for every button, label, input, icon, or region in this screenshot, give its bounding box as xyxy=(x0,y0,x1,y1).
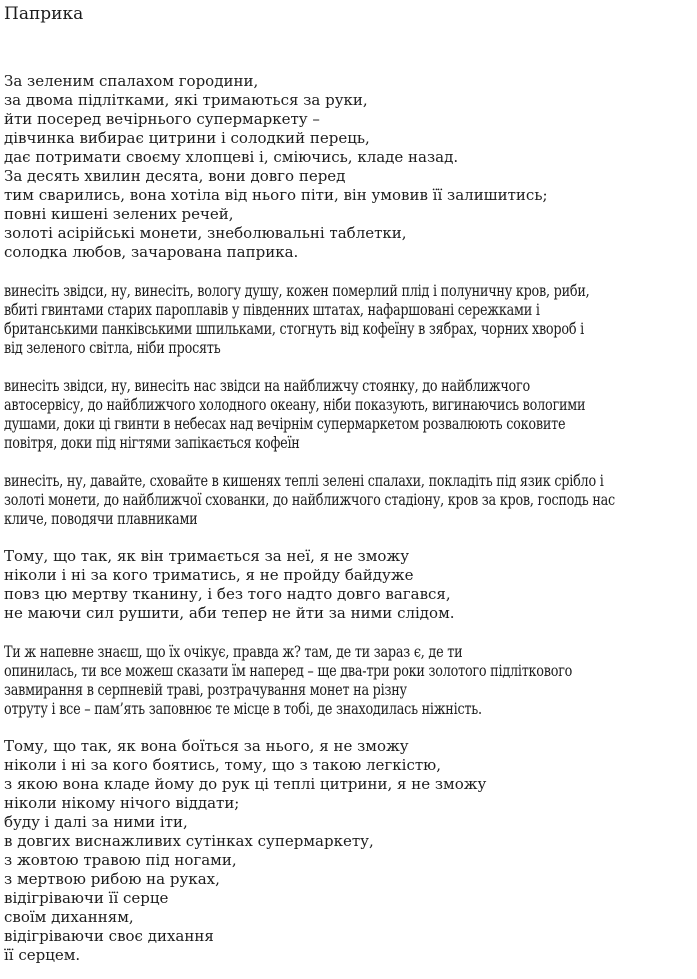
poem-line: відігріваючи її серце xyxy=(4,889,169,907)
poem-line: кличе, поводячи плавниками xyxy=(4,509,198,528)
poem-line: винесіть звідси, ну, винесіть нас звідси на найближчу стоянку, до найближчого xyxy=(4,376,530,395)
poem-line: Тому, що так, як він тримається за неї, я не зможу xyxy=(4,547,410,565)
poem-line: вбиті гвинтами старих пароплавів у південних штатах, нафаршовані сережками і xyxy=(4,300,540,319)
poem-line: опинилась, ти все можеш сказати їм наперед – ще два-три роки золотого підліткового xyxy=(4,661,573,680)
poem-line: британськими панківськими шпильками, стогнуть від кофеїну в зябрах, чорних хвороб і xyxy=(4,319,584,338)
poem-line: отруту і все – пам’ять заповнює те місце в тобі, де знаходилась ніжність. xyxy=(4,699,482,718)
poem-line: повітря, доки під нігтями запікається кофеїн xyxy=(4,433,300,452)
poem-line: своїм диханням, xyxy=(4,908,134,926)
poem-line: золоті монети, до найближчої схованки, до найближчого стадіону, кров за кров, господь нас xyxy=(4,490,615,509)
poem-line: повні кишені зелених речей, xyxy=(4,205,234,223)
poem-line: відігріваючи своє дихання xyxy=(4,927,214,945)
poem-line: завмирання в серпневій траві, розтрачування монет на різну xyxy=(4,680,407,699)
poem-line: ніколи і ні за кого боятись, тому, що з такою легкістю, xyxy=(4,756,441,774)
poem-line: винесіть, ну, давайте, сховайте в кишенях теплі зелені спалахи, покладіть під язик срібло і xyxy=(4,471,604,490)
poem-line: в довгих виснажливих сутінках супермаркету, xyxy=(4,832,374,850)
poem-line: душами, доки ці гвинти в небесах над вечірнім супермаркетом розвалюють соковите xyxy=(4,414,566,433)
poem-stanza xyxy=(4,737,697,965)
poem-stanza xyxy=(4,72,697,262)
poem-stanza xyxy=(4,547,697,623)
poem-line: винесіть звідси, ну, винесіть, вологу душу, кожен померлий плід і полуничну кров, риби, xyxy=(4,281,590,300)
poem-stanza xyxy=(4,471,615,528)
poem-line: За десять хвилин десята, вони довго перед xyxy=(4,167,346,185)
poem-stanza xyxy=(4,376,586,452)
poem-line: дає потримати своєму хлопцеві і, сміючись, кладе назад. xyxy=(4,148,459,166)
poem-line: повз цю мертву тканину, і без того надто довго вагався, xyxy=(4,585,451,603)
poem-body xyxy=(4,72,697,965)
poem-stanza xyxy=(4,642,573,718)
poem-line: з жовтою травою під ногами, xyxy=(4,851,237,869)
poem-stanza xyxy=(4,281,590,357)
poem-line: не маючи сил рушити, аби тепер не йти за ними слідом. xyxy=(4,604,455,622)
poem-line: Ти ж напевне знаєш, що їх очікує, правда ж? там, де ти зараз є, де ти xyxy=(4,642,463,661)
poem-line: за двома підлітками, які тримаються за руки, xyxy=(4,91,368,109)
poem-line: її серцем. xyxy=(4,946,81,964)
poem-line: з мертвою рибою на руках, xyxy=(4,870,220,888)
poem-line: дівчинка вибирає цитрини і солодкий перець, xyxy=(4,129,370,147)
poem-line: золоті асірійські монети, знеболювальні таблетки, xyxy=(4,224,407,242)
poem-line: тим сварились, вона хотіла від нього піти, він умовив її залишитись; xyxy=(4,186,548,204)
poem-line: від зеленого світла, ніби просять xyxy=(4,338,221,357)
poem-line: автосервісу, до найближчого холодного океану, ніби показують, вигинаючись вологими xyxy=(4,395,586,414)
poem-title: Паприка xyxy=(4,4,84,24)
poem-line: За зеленим спалахом городини, xyxy=(4,72,259,90)
poem-line: Тому, що так, як вона боїться за нього, я не зможу xyxy=(4,737,409,755)
poem-line: ніколи і ні за кого триматись, я не пройду байдуже xyxy=(4,566,414,584)
poem-line: солодка любов, зачарована паприка. xyxy=(4,243,299,261)
poem-line: з якою вона кладе йому до рук ці теплі цитрини, я не зможу xyxy=(4,775,487,793)
poem-line: йти посеред вечірнього супермаркету – xyxy=(4,110,320,128)
poem-line: буду і далі за ними іти, xyxy=(4,813,188,831)
poem-line: ніколи нікому нічого віддати; xyxy=(4,794,240,812)
